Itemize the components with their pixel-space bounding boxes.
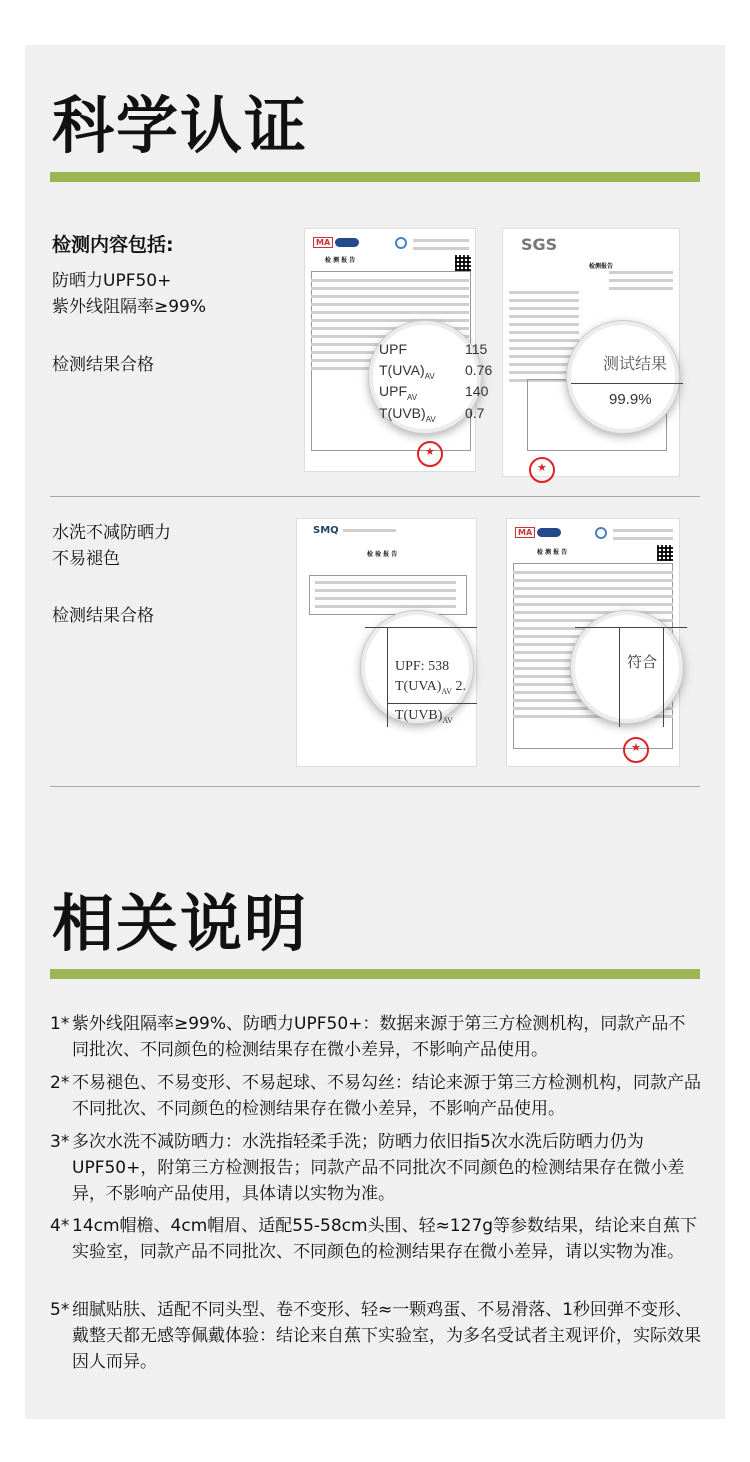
report-image-upf bbox=[304, 228, 493, 472]
red-stamp bbox=[529, 457, 555, 483]
mag-fade-result: 符合 bbox=[627, 655, 658, 671]
note-item bbox=[50, 1070, 702, 1122]
mag-result-value: 99.9% bbox=[609, 391, 652, 408]
note-item bbox=[50, 1213, 702, 1265]
mag-wash-upf: UPF: 538 bbox=[395, 659, 450, 674]
sgs-logo: SGS bbox=[521, 235, 558, 254]
test-item-upf: 防晒力UPF50+ bbox=[52, 271, 172, 291]
section-title-notes: 相关说明 bbox=[52, 887, 309, 960]
mag-upfav-value: 140 bbox=[465, 383, 489, 399]
test-item-wash: 水洗不减防晒力 bbox=[52, 523, 171, 543]
divider bbox=[50, 786, 700, 787]
lab-logo bbox=[595, 527, 607, 539]
note-number: 1* bbox=[50, 1014, 70, 1034]
note-number: 2* bbox=[50, 1073, 70, 1093]
test-result-2: 检测结果合格 bbox=[52, 606, 154, 626]
mag-wash-tuva: T(UVA) bbox=[395, 679, 442, 694]
mag-upf-label: UPF bbox=[379, 341, 407, 357]
test-item-uv-block: 紫外线阻隔率≥99% bbox=[52, 297, 207, 317]
mag-tuva-label: T(UVA) bbox=[379, 362, 425, 378]
title-accent-bar bbox=[50, 172, 700, 182]
mag-wash-tuvb: T(UVB) bbox=[395, 708, 443, 723]
section-title-certification: 科学认证 bbox=[52, 89, 309, 162]
divider bbox=[50, 496, 700, 497]
report-image-fade bbox=[506, 518, 680, 767]
mag-wash-tuva-value: 2. bbox=[455, 679, 466, 694]
note-text: 紫外线阻隔率≥99%、防晒力UPF50+：数据来源于第三方检测机构，同款产品不同批次、不同颜色的检测结果存在微小差异，不影响产品使用。 bbox=[72, 1014, 686, 1060]
magnifier-wash bbox=[361, 611, 473, 723]
cnas-logo bbox=[335, 238, 359, 247]
report-title: 检 验 报 告 bbox=[367, 551, 398, 558]
qr-code bbox=[455, 255, 471, 271]
test-item-fade: 不易褪色 bbox=[52, 549, 120, 569]
mag-tuvb-label: T(UVB) bbox=[379, 405, 426, 421]
note-text: 14cm帽檐、4cm帽眉、适配55-58cm头围、轻≈127g等参数结果，结论来自蕉下实验室，同款产品不同批次、不同颜色的检测结果存在微小差异，请以实物为准。 bbox=[72, 1216, 698, 1262]
smq-logo: SMQ bbox=[313, 525, 339, 536]
red-stamp bbox=[417, 441, 443, 467]
mag-wash-tuva-sub: AV bbox=[441, 686, 452, 696]
qr-code bbox=[657, 545, 673, 561]
mag-tuva-value: 0.76 bbox=[465, 362, 493, 378]
mag-upfav-sub: AV bbox=[407, 392, 418, 402]
cnas-logo bbox=[537, 528, 561, 537]
title-accent-bar bbox=[50, 969, 700, 979]
mag-upfav-label: UPF bbox=[379, 383, 407, 399]
mag-tuva-sub: AV bbox=[424, 371, 435, 381]
mag-tuvb-sub: AV bbox=[425, 414, 436, 424]
cma-logo: MA bbox=[515, 527, 535, 538]
cma-logo: MA bbox=[313, 237, 333, 248]
test-content-heading: 检测内容包括: bbox=[52, 234, 174, 256]
note-item bbox=[50, 1129, 702, 1207]
note-number: 5* bbox=[50, 1300, 70, 1320]
note-number: 3* bbox=[50, 1132, 70, 1152]
mag-tuvb-value: 0.7 bbox=[465, 405, 485, 421]
note-number: 4* bbox=[50, 1216, 70, 1236]
report-image-wash bbox=[296, 518, 477, 767]
mag-upf-value: 115 bbox=[465, 341, 488, 357]
mag-wash-tuvb-sub: AV bbox=[442, 715, 453, 725]
lab-logo bbox=[395, 237, 407, 249]
note-text: 细腻贴肤、适配不同头型、卷不变形、轻≈一颗鸡蛋、不易滑落、1秒回弹不变形、戴整天都无感等佩戴体验：结论来自蕉下实验室，为多名受试者主观评价，实际效果因人而异。 bbox=[72, 1300, 701, 1372]
note-item bbox=[50, 1297, 702, 1375]
report-title: 检测报告 bbox=[589, 263, 614, 270]
note-text: 不易褪色、不易变形、不易起球、不易勾丝：结论来源于第三方检测机构，同款产品不同批次、不同颜色的检测结果存在微小差异，不影响产品使用。 bbox=[72, 1073, 701, 1119]
report-title: 检 测 报 告 bbox=[537, 549, 568, 556]
magnifier-uv-block bbox=[567, 321, 679, 433]
magnifier-fade bbox=[571, 611, 683, 723]
note-item bbox=[50, 1011, 702, 1063]
report-image-uv-block bbox=[502, 228, 680, 477]
red-stamp bbox=[623, 737, 649, 763]
magnifier-upf bbox=[369, 321, 493, 433]
note-text: 多次水洗不减防晒力：水洗指轻柔手洗；防晒力依旧指5次水洗后防晒力仍为UPF50+，附第三方检测报告；同款产品不同批次不同颜色的检测结果存在微小差异，不影响产品使用，具体请以实物为准。 bbox=[72, 1132, 685, 1204]
mag-result-header: 测试结果 bbox=[603, 356, 668, 373]
test-result-1: 检测结果合格 bbox=[52, 355, 154, 375]
report-title: 检 测 报 告 bbox=[325, 257, 356, 264]
